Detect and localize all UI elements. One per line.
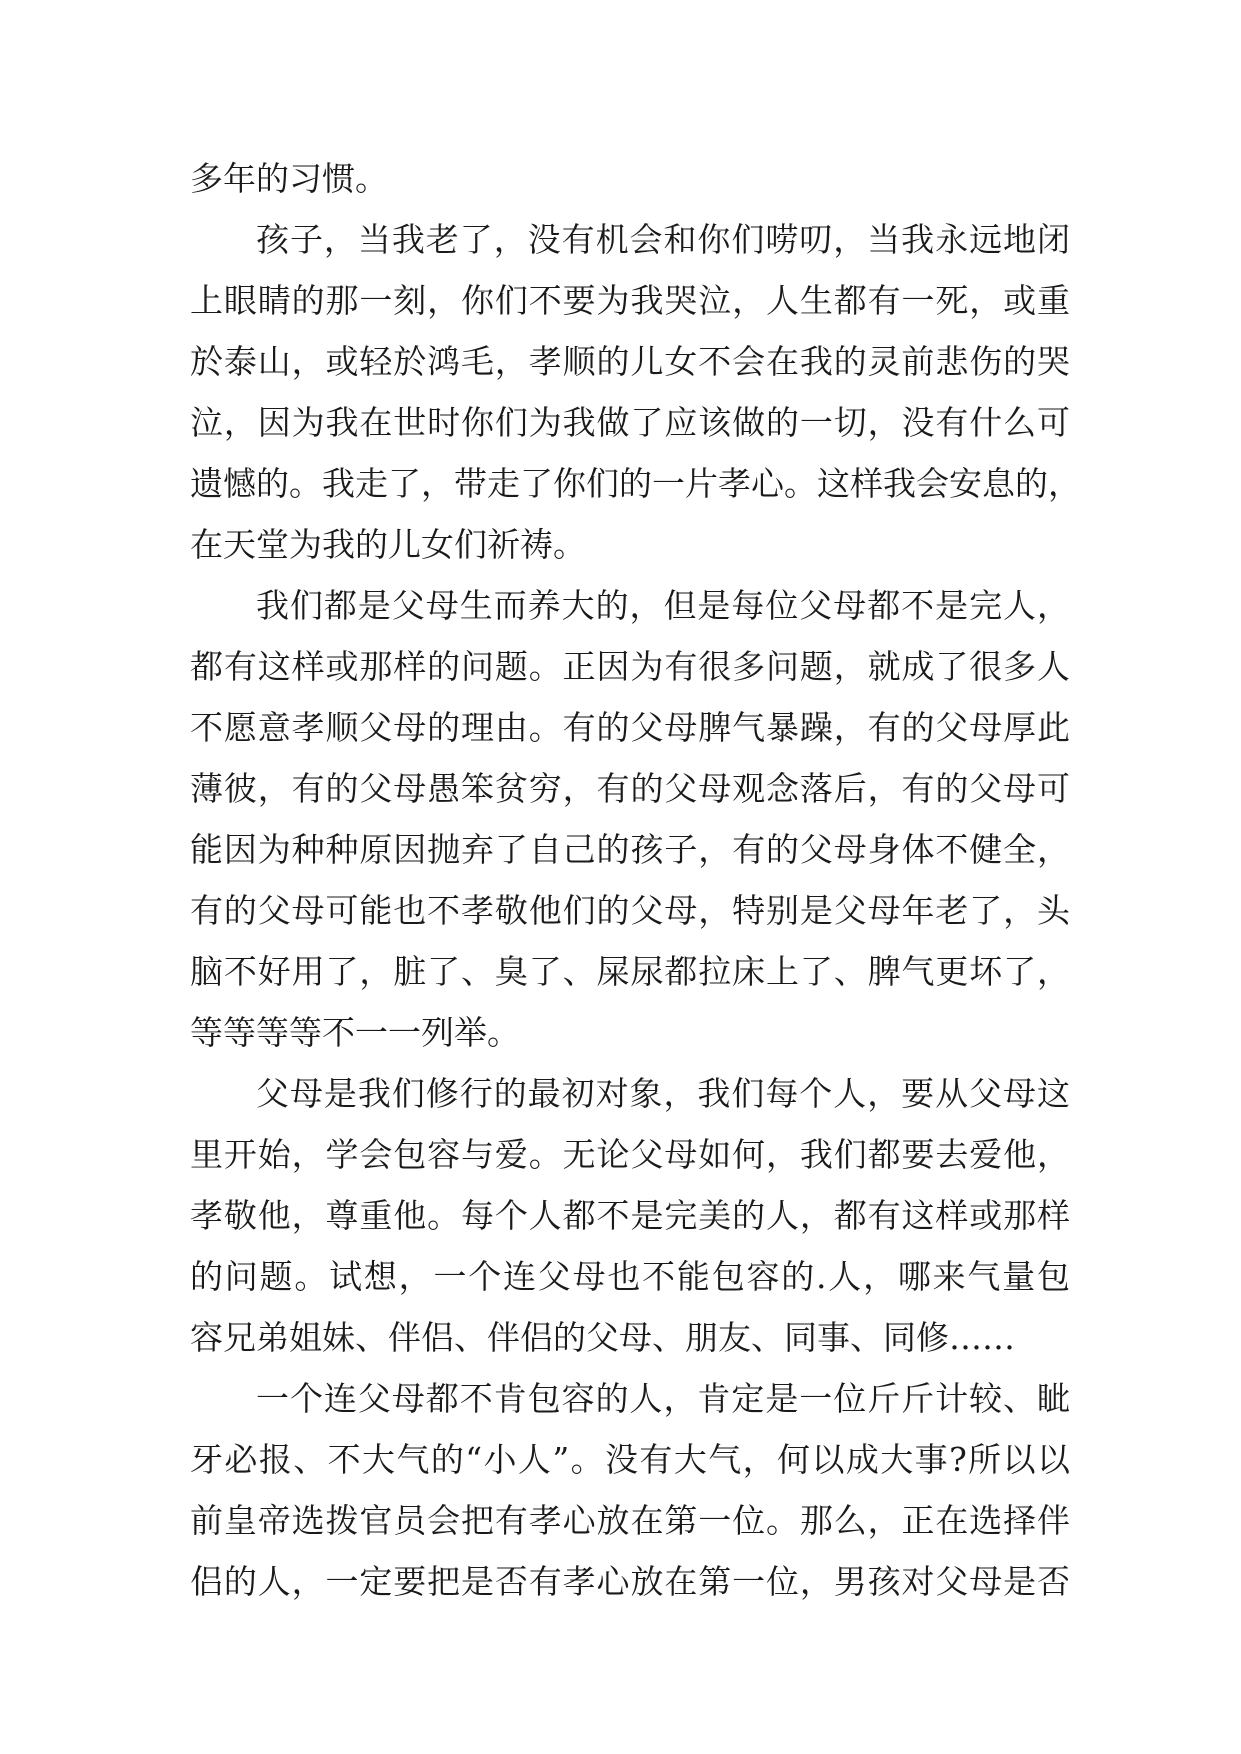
text-line: 有的父母可能也不孝敬他们的父母，特别是父母年老了，头 bbox=[190, 891, 1070, 930]
text-line: 都有这样或那样的问题。正因为有很多问题，就成了很多人 bbox=[190, 647, 1070, 686]
text-line: 前皇帝选拨官员会把有孝心放在第一位。那么，正在选择伴 bbox=[190, 1501, 1070, 1540]
text-line: 里开始，学会包容与爱。无论父母如何，我们都要去爱他， bbox=[190, 1135, 1070, 1174]
text-line: 不愿意孝顺父母的理由。有的父母脾气暴躁，有的父母厚此 bbox=[190, 708, 1070, 747]
text-line: 一个连父母都不肯包容的人，肯定是一位斤斤计较、眦 bbox=[256, 1379, 1070, 1418]
text-line: 侣的人，一定要把是否有孝心放在第一位，男孩对父母是否 bbox=[190, 1562, 1070, 1601]
document-body bbox=[190, 148, 1081, 1612]
text-line: 我们都是父母生而养大的，但是每位父母都不是完人， bbox=[256, 586, 1070, 625]
text-line: 牙必报、不大气的“小人”。没有大气，何以成大事?所以以 bbox=[190, 1440, 1070, 1479]
text-line: 的问题。试想，一个连父母也不能包容的.人，哪来气量包 bbox=[190, 1257, 1070, 1296]
text-line: 薄彼，有的父母愚笨贫穷，有的父母观念落后，有的父母可 bbox=[190, 769, 1070, 808]
text-line: 於泰山，或轻於鸿毛，孝顺的儿女不会在我的灵前悲伤的哭 bbox=[190, 342, 1070, 381]
text-line: 能因为种种原因抛弃了自己的孩子，有的父母身体不健全， bbox=[190, 830, 1070, 869]
text-line: 容兄弟姐妹、伴侣、伴侣的父母、朋友、同事、同修…… bbox=[190, 1318, 1015, 1357]
text-line: 等等等等不一一列举。 bbox=[190, 1013, 520, 1052]
text-line: 多年的习惯。 bbox=[190, 159, 388, 198]
text-line: 在天堂为我的儿女们祈祷。 bbox=[190, 525, 586, 564]
text-line: 孩子，当我老了，没有机会和你们唠叨，当我永远地闭 bbox=[256, 220, 1070, 259]
text-line: 遗憾的。我走了，带走了你们的一片孝心。这样我会安息的， bbox=[190, 464, 1081, 503]
text-line: 脑不好用了，脏了、臭了、屎尿都拉床上了、脾气更坏了， bbox=[190, 952, 1070, 991]
text-line: 孝敬他，尊重他。每个人都不是完美的人，都有这样或那样 bbox=[190, 1196, 1070, 1235]
text-line: 泣，因为我在世时你们为我做了应该做的一切，没有什么可 bbox=[190, 403, 1070, 442]
text-line: 上眼睛的那一刻，你们不要为我哭泣，人生都有一死，或重 bbox=[190, 281, 1070, 320]
text-line: 父母是我们修行的最初对象，我们每个人，要从父母这 bbox=[256, 1074, 1070, 1113]
